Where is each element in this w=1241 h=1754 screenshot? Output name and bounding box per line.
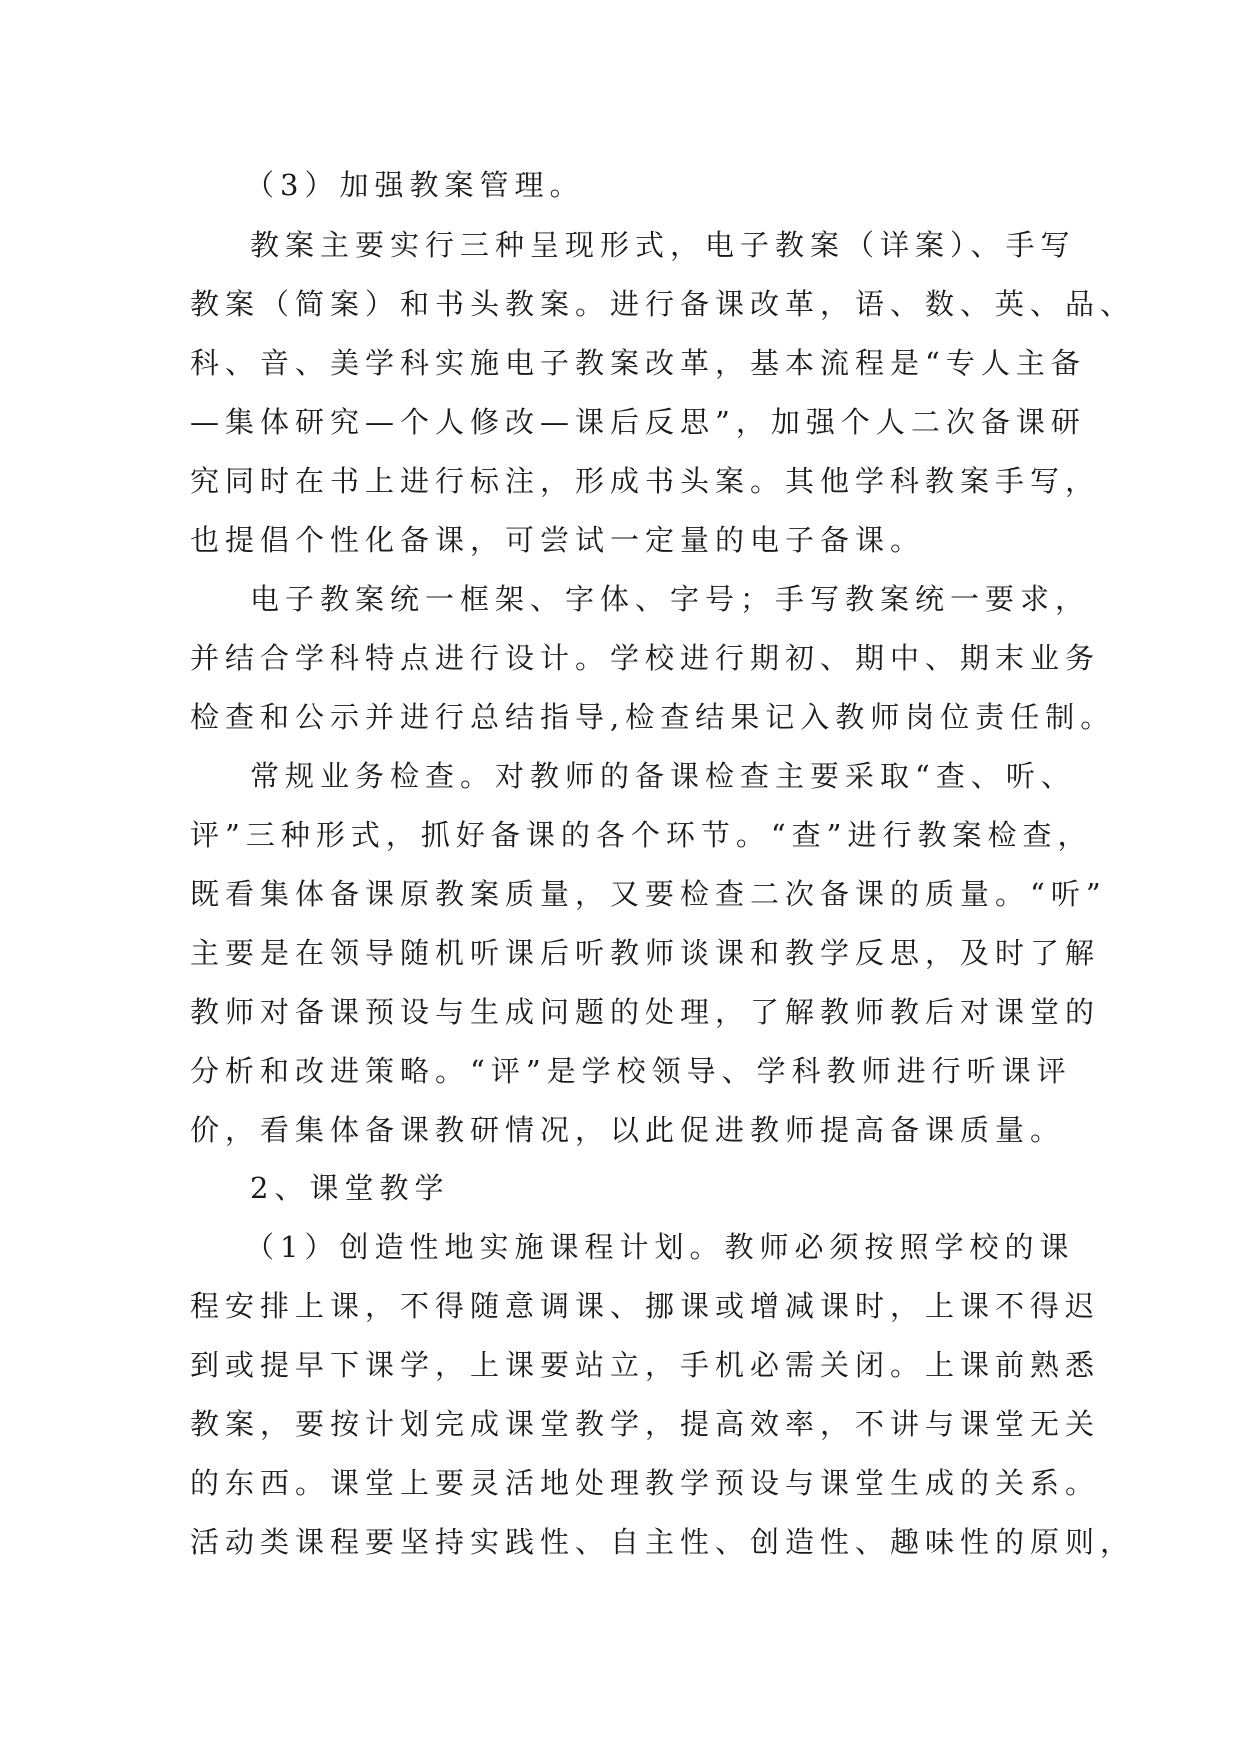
paragraph-line: 既看集体备课原教案质量，又要检查二次备课的质量。“听” [190, 877, 1107, 911]
paragraph-line: 教案主要实行三种呈现形式，电子教案（详案）、手写 [250, 228, 1076, 262]
paragraph-line: 并结合学科特点进行设计。学校进行期初、期中、期末业务 [190, 641, 1101, 675]
paragraph-line: —集体研究—个人修改—课后反思”，加强个人二次备课研 [190, 405, 1086, 439]
paragraph-line: 常规业务检查。对教师的备课检查主要采取“查、听、 [250, 759, 1076, 793]
paragraph-line: 价，看集体备课教研情况，以此促进教师提高备课质量。 [190, 1113, 1066, 1147]
paragraph-line: 教师对备课预设与生成问题的处理，了解教师教后对课堂的 [190, 995, 1101, 1029]
paragraph-line: 电子教案统一框架、字体、字号；手写教案统一要求， [250, 582, 1091, 616]
paragraph-line: 教案（简案）和书头教案。进行备课改革，语、数、英、品、 [190, 287, 1136, 321]
paragraph-line: （1）创造性地实施课程计划。教师必须按照学校的课 [245, 1230, 1075, 1264]
paragraph-line: 程安排上课，不得随意调课、挪课或增减课时，上课不得迟 [190, 1289, 1101, 1323]
paragraph-line: 评”三种形式，抓好备课的各个环节。“查”进行教案检查， [190, 818, 1093, 852]
paragraph-line: 的东西。课堂上要灵活地处理教学预设与课堂生成的关系。 [190, 1466, 1101, 1500]
paragraph-line: 也提倡个性化备课，可尝试一定量的电子备课。 [190, 523, 926, 557]
section-heading-classroom-teaching: 2、课堂教学 [250, 1171, 450, 1205]
paragraph-line: 主要是在领导随机听课后听教师谈课和教学反思，及时了解 [190, 936, 1101, 970]
paragraph-line: 科、音、美学科实施电子教案改革，基本流程是“专人主备 [190, 346, 1086, 380]
section-heading-lesson-plan: （3）加强教案管理。 [245, 168, 585, 202]
paragraph-line: 到或提早下课学，上课要站立，手机必需关闭。上课前熟悉 [190, 1348, 1101, 1382]
paragraph-line: 分析和改进策略。“评”是学校领导、学科教师进行听课评 [190, 1054, 1072, 1088]
paragraph-line: 检查和公示并进行总结指导,检查结果记入教师岗位责任制。 [190, 700, 1116, 734]
paragraph-line: 活动类课程要坚持实践性、自主性、创造性、趣味性的原则， [190, 1525, 1136, 1559]
paragraph-line: 究同时在书上进行标注，形成书头案。其他学科教案手写， [190, 464, 1101, 498]
paragraph-line: 教案，要按计划完成课堂教学，提高效率，不讲与课堂无关 [190, 1407, 1101, 1441]
